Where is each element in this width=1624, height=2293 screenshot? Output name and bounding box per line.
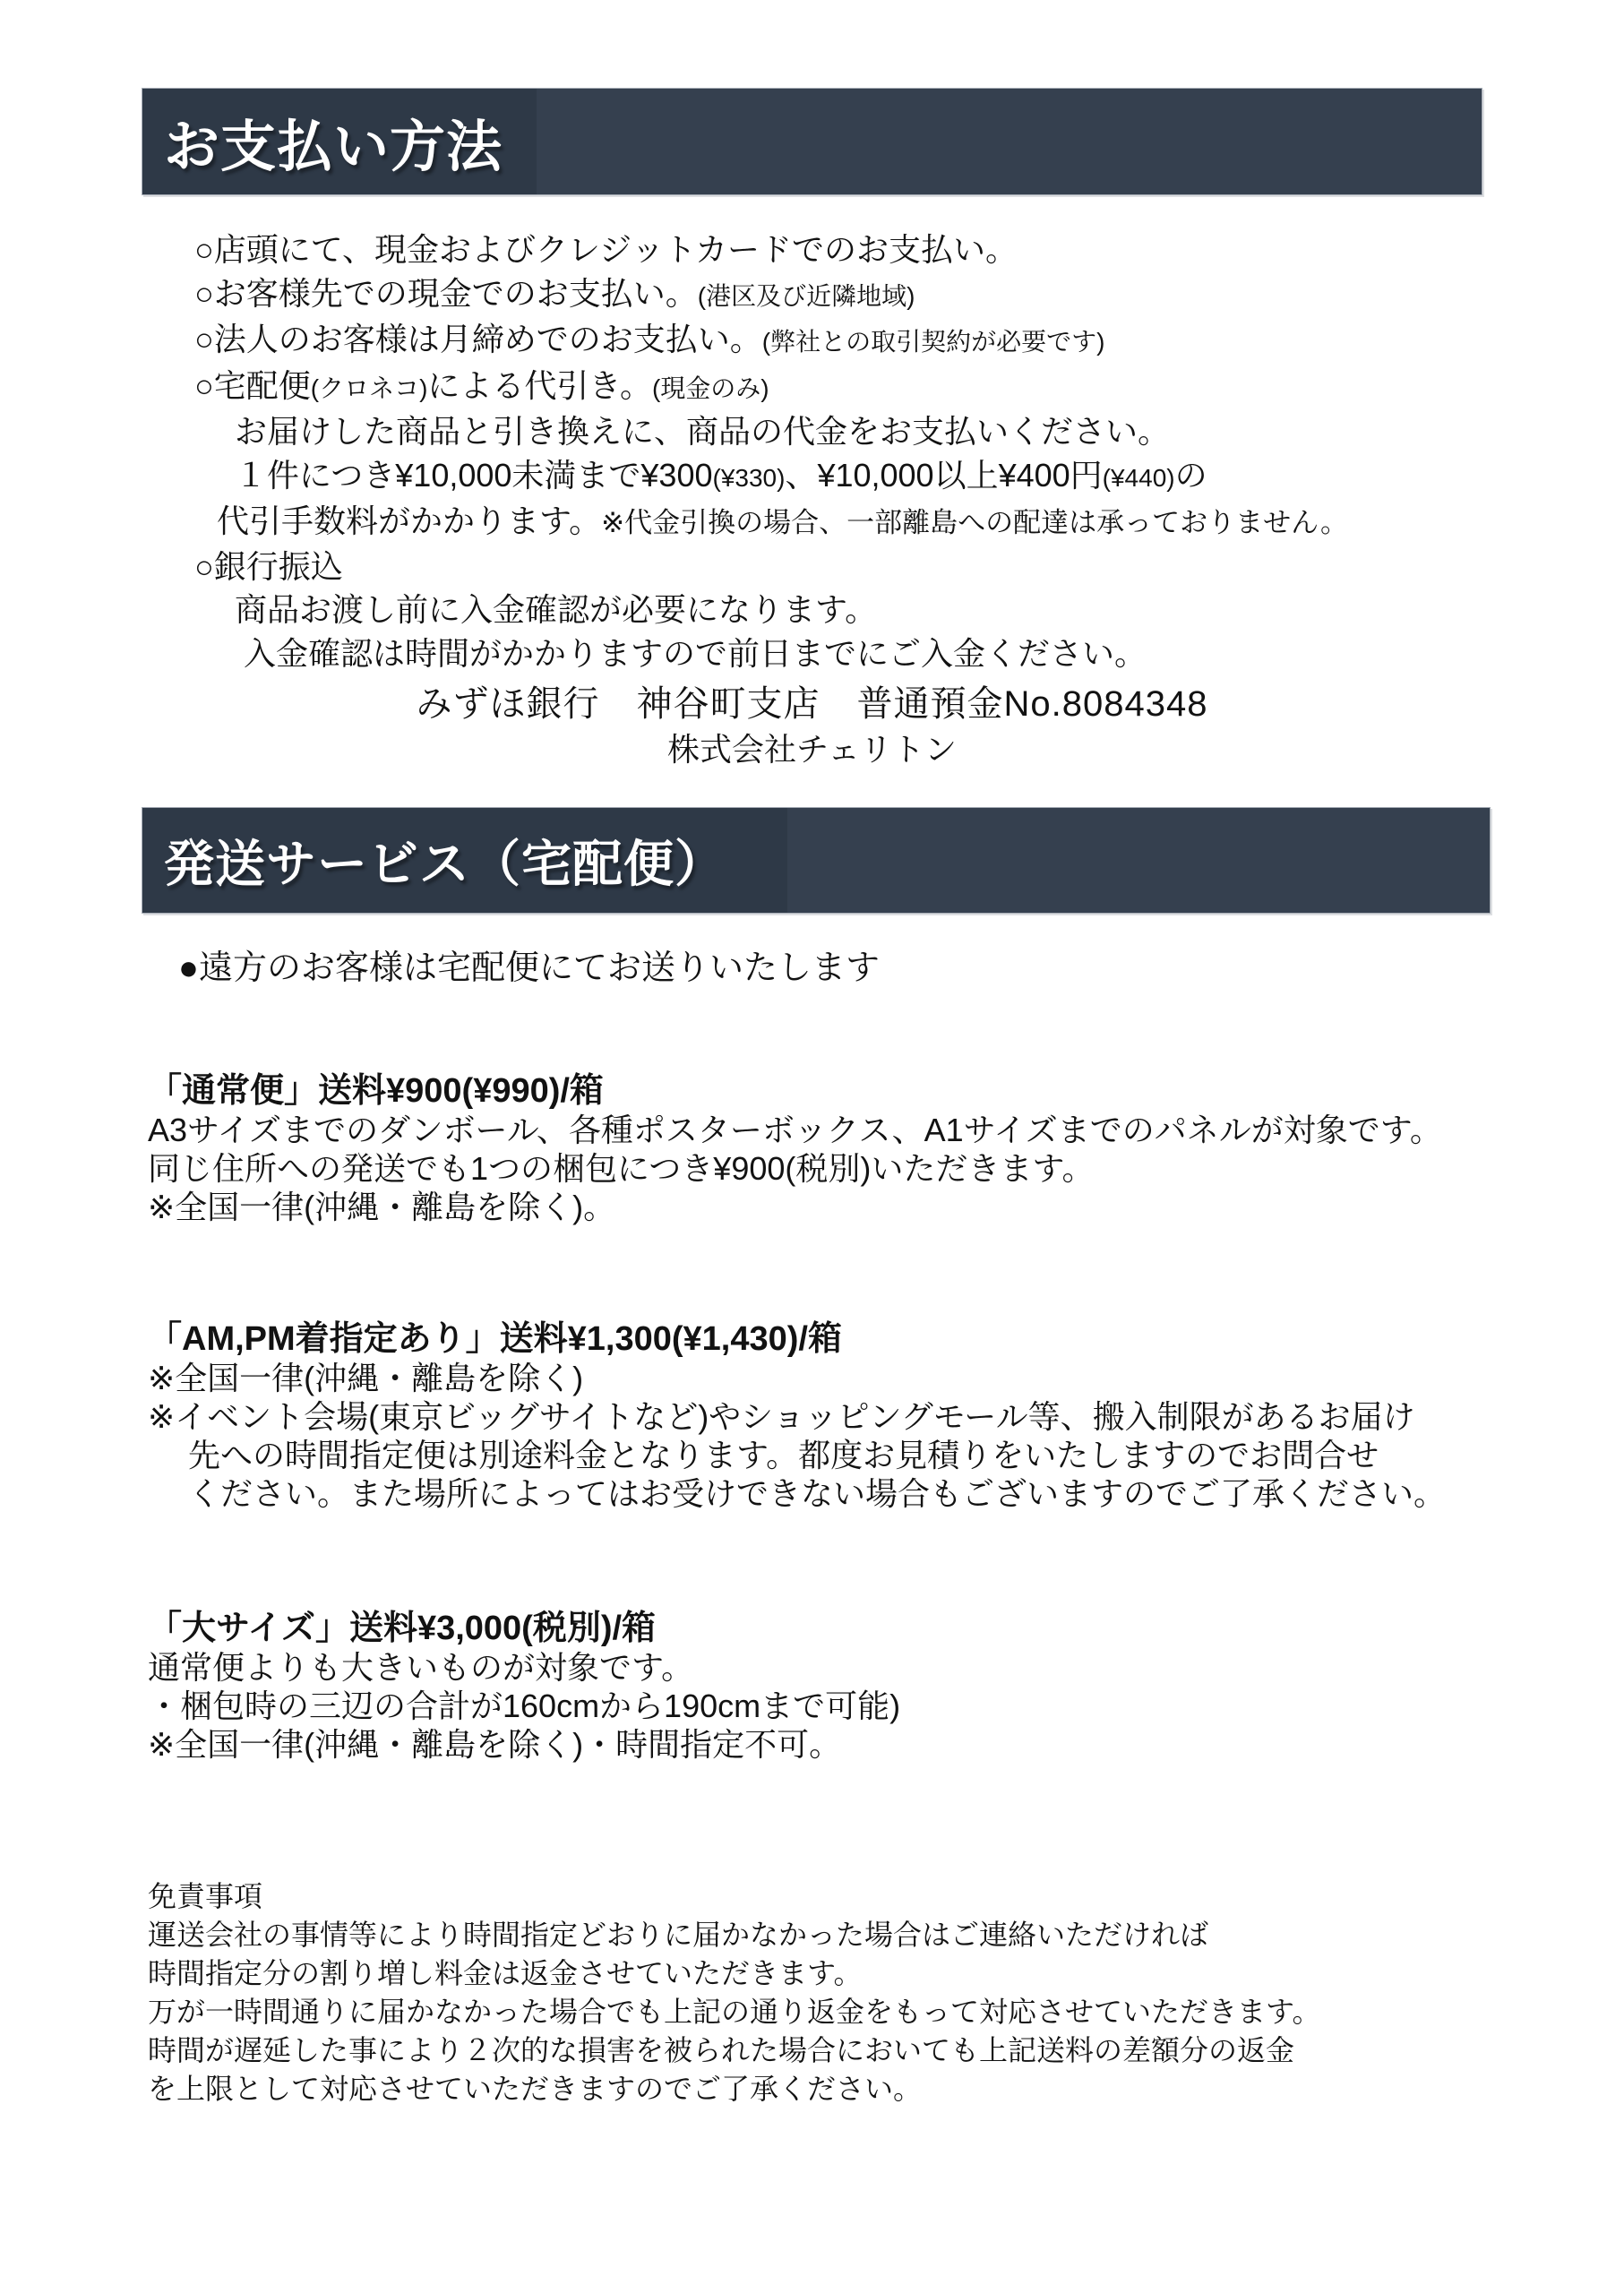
payment-line-7 — [217, 500, 1348, 545]
text-segment: (¥440) — [1102, 463, 1175, 492]
large-line-1 — [148, 1609, 900, 1648]
text-segment: ※代金引換の場合、一部離島への配達は承っておりません。 — [601, 507, 1348, 538]
text-segment: 入金確認は時間がかかりますので前日までにご入金ください。 — [244, 634, 1147, 672]
text-segment: (弊社との取引契約が必要です) — [761, 328, 1105, 356]
text-segment: 通常便よりも大きいものが対象です。 — [148, 1649, 694, 1686]
ampm-line-5 — [188, 1474, 1446, 1513]
payment-line-3 — [194, 318, 1348, 365]
payment-line-2 — [194, 272, 1348, 319]
large-line-3 — [148, 1687, 900, 1725]
payment-section-title: お支払い方法 — [164, 116, 503, 178]
disclaimer-block — [148, 1877, 1320, 2108]
text-segment: 「通常便」送料¥900(¥990)/箱 — [148, 1072, 604, 1110]
large-size-delivery-block — [148, 1609, 900, 1764]
payment-line-5 — [235, 410, 1348, 454]
text-segment: お届けした商品と引き換えに、商品の代金をお支払いください。 — [235, 413, 1171, 450]
ampm-line-2 — [148, 1359, 1446, 1397]
payment-line-8 — [194, 545, 1348, 589]
text-segment: を上限として対応させていただきますのでご了承ください。 — [148, 2073, 923, 2105]
text-segment: (クロネコ) — [310, 374, 428, 402]
text-segment: 同じ住所への発送でも1つの梱包につき¥900(税別)いただきます。 — [148, 1150, 1095, 1187]
text-segment: (現金のみ) — [651, 374, 769, 402]
text-segment: 、¥10,000以上¥400円 — [785, 456, 1103, 494]
text-segment: 時間が遅延した事により２次的な損害を被られた場合においても上記送料の差額分の返金 — [148, 2034, 1295, 2066]
text-segment: 商品お渡し前に入金確認が必要になります。 — [235, 591, 878, 628]
payment-line-4 — [194, 365, 1348, 411]
text-segment: ※全国一律(沖縄・離島を除く) — [148, 1360, 584, 1396]
text-segment: ・梱包時の三辺の合計が160cmから190cmまで可能) — [148, 1688, 901, 1724]
large-line-4 — [148, 1725, 900, 1764]
company-name-line: 株式会社チェリトン — [667, 731, 957, 768]
standard-line-3 — [148, 1149, 1442, 1188]
ampm-line-3 — [148, 1397, 1446, 1436]
text-segment: 時間指定分の割り増し料金は返金させていただきます。 — [148, 1957, 863, 1989]
text-segment: 代引手数料がかかります。 — [217, 502, 602, 539]
standard-line-2 — [148, 1111, 1442, 1149]
shipping-section-header-bar — [142, 807, 1491, 914]
text-segment: 「大サイズ」送料¥3,000(税別)/箱 — [148, 1610, 657, 1647]
text-segment: (港区及び近隣地域) — [697, 281, 915, 310]
text-segment: ○銀行振込 — [194, 547, 343, 585]
disclaimer-line-3 — [148, 1954, 1320, 1993]
text-segment: ※イベント会場(東京ビッグサイトなど)やショッピングモール等、搬入制限があるお届け — [148, 1398, 1415, 1435]
text-segment: ※全国一律(沖縄・離島を除く)。 — [148, 1189, 616, 1225]
payment-line-6 — [235, 454, 1348, 501]
disclaimer-line-6 — [148, 2070, 1320, 2108]
text-segment: 先への時間指定便は別途料金となります。都度お見積りをいたしますのでお問合せ — [188, 1437, 1379, 1473]
text-segment: 万が一時間通りに届かなかった場合でも上記の通り返金をもって対応させていただきます。 — [148, 1996, 1321, 2028]
disclaimer-line-2 — [148, 1916, 1320, 1954]
payment-method-list — [194, 228, 1348, 675]
disclaimer-line-1 — [148, 1877, 1320, 1916]
disclaimer-line-5 — [148, 2031, 1320, 2070]
payment-line-9 — [235, 588, 1348, 632]
payment-line-1 — [194, 228, 1348, 272]
ampm-delivery-block — [148, 1319, 1446, 1513]
text-segment: １件につき¥10,000未満まで¥300 — [235, 456, 713, 494]
payment-section-header-bar — [142, 88, 1482, 195]
ampm-line-1 — [148, 1319, 1446, 1359]
text-segment: ○宅配便 — [194, 366, 311, 404]
standard-delivery-block — [148, 1071, 1442, 1226]
shipping-lead-line: ●遠方のお客様は宅配便にてお送りいたします — [178, 949, 880, 987]
text-segment: ○法人のお客様は月締めでのお支払い。 — [194, 321, 762, 357]
text-segment: の — [1174, 456, 1207, 494]
bank-details-block — [142, 681, 1482, 772]
bank-account-line: みずほ銀行 神谷町支店 普通預金No.8084348 — [416, 684, 1208, 724]
text-segment: 免責事項 — [148, 1880, 263, 1912]
standard-line-1 — [148, 1071, 1442, 1111]
text-segment: による代引き。 — [427, 366, 652, 404]
disclaimer-line-4 — [148, 1993, 1320, 2031]
standard-line-4 — [148, 1188, 1442, 1226]
text-segment: 運送会社の事情等により時間指定どおりに届かなかった場合はご連絡いただければ — [148, 1919, 1209, 1951]
text-segment: A3サイズまでのダンボール、各種ポスターボックス、A1サイズまでのパネルが対象です。 — [148, 1112, 1442, 1148]
text-segment: ○お客様先での現金でのお支払い。 — [194, 274, 698, 312]
text-segment: ください。また場所によってはお受けできない場合もございますのでご了承ください。 — [188, 1475, 1447, 1512]
text-segment: 「AM,PM着指定あり」送料¥1,300(¥1,430)/箱 — [148, 1320, 842, 1358]
ampm-line-4 — [188, 1436, 1446, 1474]
text-segment: ○店頭にて、現金およびクレジットカードでのお支払い。 — [194, 231, 1018, 268]
shipping-section-title: 発送サービス（宅配便） — [164, 835, 726, 892]
text-segment: (¥330) — [712, 463, 786, 492]
text-segment: ※全国一律(沖縄・離島を除く)・時間指定不可。 — [148, 1726, 842, 1763]
large-line-2 — [148, 1648, 900, 1687]
payment-line-10 — [244, 632, 1348, 676]
